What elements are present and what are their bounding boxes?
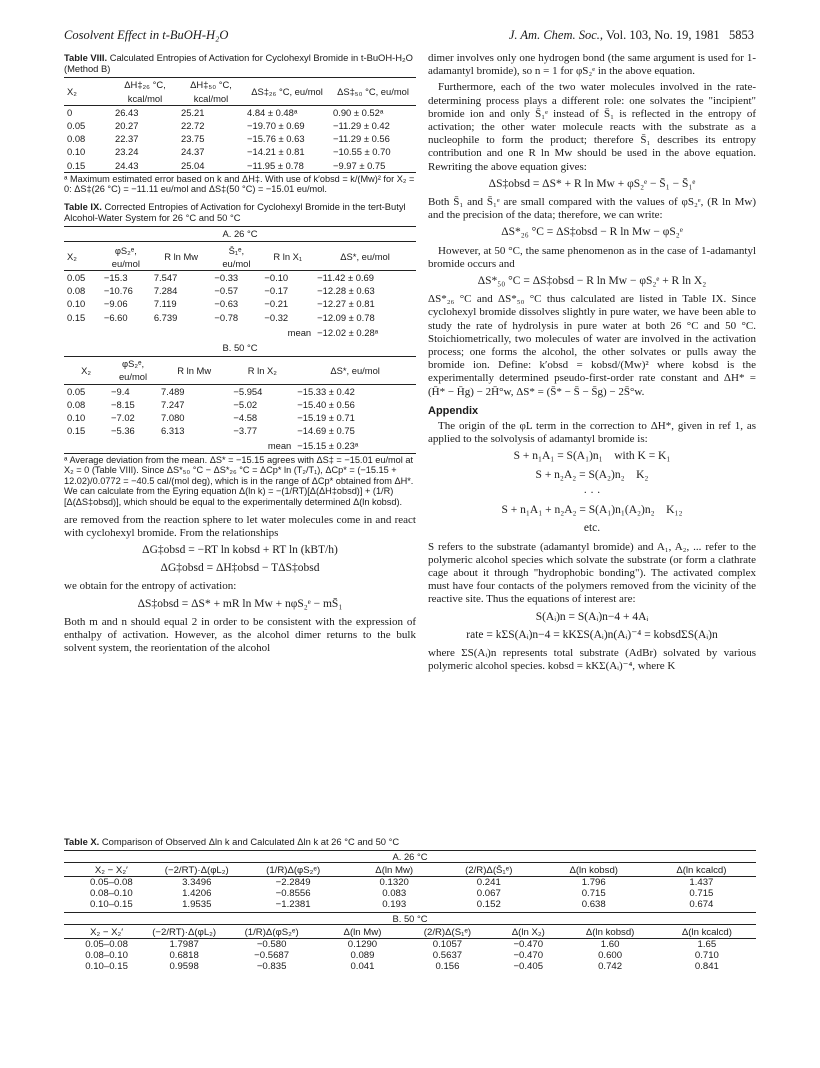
table-header-row xyxy=(64,927,756,939)
table-cell: −9.06 xyxy=(103,298,128,310)
table-cell: −0.17 xyxy=(264,285,289,297)
body-paragraph: Both S̄₁ and S̄₁ᵉ are small compared with the values of φS₂ᵉ, (R ln Mw) and the precision of the data; therefore, we can write: xyxy=(428,196,756,222)
table-cell: 0.600 xyxy=(598,950,623,962)
table-cell: −0.470 xyxy=(513,939,544,951)
table-cell: −12.28 ± 0.63 xyxy=(317,285,375,297)
table-header: Δ(ln kcalcd) xyxy=(681,927,732,939)
table-cell: 0.083 xyxy=(382,888,407,900)
table-header: (2/R)Δ(S₁ᵉ) xyxy=(423,927,472,939)
left-column xyxy=(64,52,416,658)
table-x-a xyxy=(64,865,756,910)
table-mean-row xyxy=(64,437,416,452)
body-paragraph: we obtain for the entropy of activation: xyxy=(64,580,237,593)
table-cell: −0.33 xyxy=(214,272,239,284)
table-cell: −10.76 xyxy=(103,285,133,297)
table-cell: −0.21 xyxy=(264,298,289,310)
equation: ΔG‡obsd = −RT ln kobsd + RT ln (kBT/h) xyxy=(142,544,338,557)
body-paragraph: The origin of the φL term in the correction to ΔH*, given in ref 1, as applied to the solvolysis of adamantyl bromide is: xyxy=(428,420,756,446)
volume-info: Vol. 103, No. 19, 1981 xyxy=(605,28,720,42)
table-cell: −0.8556 xyxy=(275,888,311,900)
right-column xyxy=(428,52,756,676)
table-cell: 0.10–0.15 xyxy=(85,961,128,973)
body-paragraph: Furthermore, each of the two water molecules involved in the rate-determining process plays a different role: one solvates the "incipient" bromide ion and only S̄₁ᵉ instead of S̄₁ is reflected in the entropy of activation; the other water molecule reacts with the substrate as a nucleophile to form the product; therefore S̄₁ describes its entropy contribution and one R ln Mw should be used in the above equation. Rewriting the above equation gives: xyxy=(428,81,756,173)
table-row xyxy=(64,888,756,899)
table-header: (−2/RT)·Δ(φL₂) xyxy=(164,865,229,877)
table-header: φS₂ᵉ, eu/mol xyxy=(111,244,140,269)
table-row xyxy=(64,411,416,424)
table-header: φS₂ᵉ, eu/mol xyxy=(118,358,148,383)
table-cell: −3.77 xyxy=(233,425,258,437)
table-header: Δ(ln Mw) xyxy=(375,865,414,877)
table-cell: 0.715 xyxy=(581,888,606,900)
table-cell: 6.313 xyxy=(161,425,185,437)
table-cell: 0.08 xyxy=(67,398,86,410)
table-cell: 0.6818 xyxy=(169,950,199,962)
table-header: ΔH‡₂₆ °C, kcal/mol xyxy=(124,79,166,104)
table-cell: −0.10 xyxy=(264,272,289,284)
table-cell: 0.05 xyxy=(67,120,86,132)
table-cell: 0.674 xyxy=(689,899,714,911)
table-cell: −15.40 ± 0.56 xyxy=(297,398,355,410)
body-paragraph: are removed from the reaction sphere to let water molecules come in and react with cyclohexyl bromide. From the relationships xyxy=(64,513,416,539)
table-cell: −0.78 xyxy=(214,311,239,323)
table-x-section-a: A. 26 °C xyxy=(64,850,756,863)
table-header: R ln X₁ xyxy=(273,251,303,263)
mean-value: −12.02 ± 0.28ᵃ xyxy=(317,326,379,338)
table-viii-footnote: ᵃ Maximum estimated error based on k and ΔH‡. With use of k′obsd = k/(Mw)² for X₂ = 0: ΔS‡(26 °C) = −11.11 eu/mol and ΔS‡(50 °C) = −15.01 eu/mol. xyxy=(64,173,415,195)
body-paragraph: However, at 50 °C, the same phenomenon as in the case of 1-adamantyl bromide occurs and xyxy=(428,244,756,270)
table-x-label: Table X. xyxy=(64,836,100,847)
body-paragraph: dimer involves only one hydrogen bond (the same argument is used for 1-adamantyl bromide), so n = 1 for φS₂ᵉ in the above equation. xyxy=(428,52,756,78)
table-cell: 1.796 xyxy=(581,877,606,889)
table-header: (1/R)Δ(φS₂ᵉ) xyxy=(266,865,321,877)
equilibrium-constant: K₂ xyxy=(636,468,649,481)
table-cell: 0.10 xyxy=(67,298,86,310)
table-cell: −10.55 ± 0.70 xyxy=(333,146,391,158)
section-heading: Appendix xyxy=(428,404,479,417)
table-row xyxy=(64,271,416,285)
table-cell: 0.1057 xyxy=(432,939,463,951)
table-cell: 0.10–0.15 xyxy=(90,899,133,911)
table-header-row xyxy=(64,865,756,877)
table-cell: −0.470 xyxy=(513,950,544,962)
table-row xyxy=(64,159,416,172)
running-title: Cosolvent Effect in t-BuOH-H₂O xyxy=(64,28,229,42)
table-cell: 26.43 xyxy=(115,106,139,118)
equation: ΔS*₅₀ °C = ΔS‡obsd − R ln Mw − φS₂ᵉ + R ln X₂ xyxy=(477,275,707,288)
table-cell: −0.580 xyxy=(256,939,287,951)
table-cell: −0.835 xyxy=(256,961,287,973)
table-cell: −0.32 xyxy=(264,311,289,323)
table-header-row xyxy=(64,244,416,271)
table-row xyxy=(64,424,416,437)
table-cell: 0.1290 xyxy=(347,939,378,951)
equation: S(Aᵢ)n = S(Aᵢ)n−4 + 4Aᵢ xyxy=(535,610,649,623)
table-cell: −0.405 xyxy=(513,961,544,973)
table-ix-label: Table IX. xyxy=(64,201,102,213)
table-header: Δ(ln X₂) xyxy=(511,927,545,939)
table-cell: −11.29 ± 0.56 xyxy=(333,133,390,145)
table-header: X₂ xyxy=(67,251,77,263)
table-header: X₂ xyxy=(67,86,77,97)
table-cell: −11.42 ± 0.69 xyxy=(317,272,374,284)
table-cell: −15.19 ± 0.71 xyxy=(297,412,355,424)
table-header: Δ(ln Mw) xyxy=(343,927,382,939)
table-cell: −2.2849 xyxy=(275,877,311,889)
journal-name: J. Am. Chem. Soc., xyxy=(508,28,604,42)
table-cell: −11.29 ± 0.42 xyxy=(333,120,390,132)
body-paragraph: where ΣS(Aᵢ)n represents total substrate (AdBr) solvated by various polymeric alcohol species. kobsd = kKΣ(Aᵢ)⁻⁴, where K xyxy=(428,646,756,673)
table-ix-footnote: ᵃ Average deviation from the mean. ΔS* = −15.15 agrees with ΔS‡ = −15.01 eu/mol at X₂ = 0 (Table VIII). Since ΔS*₅₀ °C − ΔS*₂₆ °C = ΔCp* ln (T₂/T₁), ΔCp* = (−15.15 + 12.02)/0.0772 = −40.5 cal/(mol deg), which is in the range of ΔCp* obtained from ΔH*. We can calculate from the Eyring equation Δ(ln k) = −(1/RT)[Δ(ΔH‡obsd)] + (1/R)[Δ(ΔS‡obsd)], which should be equal to the experimentally determined Δ(ln kobsd). xyxy=(64,453,416,508)
table-cell: −15.76 ± 0.63 xyxy=(247,133,305,145)
table-cell: 0.08–0.10 xyxy=(85,950,128,962)
table-cell: −5.36 xyxy=(111,425,135,437)
table-cell: 7.547 xyxy=(153,272,178,284)
table-cell: 0.710 xyxy=(694,950,719,962)
table-row xyxy=(64,877,756,889)
table-cell: 0.9598 xyxy=(169,961,199,973)
table-cell: 25.04 xyxy=(181,159,205,171)
table-cell: −0.57 xyxy=(214,285,239,297)
table-cell: 7.284 xyxy=(153,285,178,297)
table-cell: 1.7987 xyxy=(169,939,199,951)
table-cell: 0.041 xyxy=(350,961,375,973)
table-cell: 0.15 xyxy=(67,311,86,323)
table-header: Δ(ln kcalcd) xyxy=(676,865,727,877)
table-row xyxy=(64,939,756,951)
table-row xyxy=(64,105,416,119)
table-x-section-b: B. 50 °C xyxy=(64,912,756,925)
table-header: R ln Mw xyxy=(164,251,199,263)
table-cell: 0.15 xyxy=(67,425,86,437)
table-cell: −9.97 ± 0.75 xyxy=(333,159,386,171)
table-cell: 0.715 xyxy=(689,888,714,900)
table-cell: 0 xyxy=(67,106,73,118)
table-cell: 0.08 xyxy=(67,285,86,297)
table-cell: 23.75 xyxy=(181,133,205,145)
equation: rate = kΣS(Aᵢ)n−4 = kKΣS(Aᵢ)n(Aᵢ)⁻⁴ = kobsdΣS(Aᵢ)n xyxy=(466,628,718,641)
table-cell: 0.742 xyxy=(598,961,623,973)
ellipsis: · · · xyxy=(583,486,601,499)
table-viii-title: Calculated Entropies of Activation for Cyclohexyl Bromide in t-BuOH-H₂O (Method B) xyxy=(64,52,413,75)
equation: ΔS‡obsd = ΔS* + R ln Mw + φS₂ᵉ − S̄₁ − S̄₁ᵉ xyxy=(488,177,696,190)
table-cell: −12.09 ± 0.78 xyxy=(317,311,375,323)
table-cell: −0.5687 xyxy=(254,950,290,962)
table-row xyxy=(64,398,416,411)
table-header: ΔH‡₅₀ °C, kcal/mol xyxy=(190,79,232,104)
mean-value: −15.15 ± 0.23ᵃ xyxy=(297,440,359,452)
table-row xyxy=(64,132,416,145)
body-paragraph: ΔS*₂₆ °C and ΔS*₅₀ °C thus calculated are listed in Table IX. Since cyclohexyl bromide dissolves slightly in pure water, we have been able to study the rate of hydrolysis in pure water at both 26 °C and 50 °C. Stoichiometrically, two molecules of water are involved in the activation process; one forms the alcohol, the other solvates or pulls away the bromide ion. Define: k′obsd = kobsd/(Mw)² where kobsd is the experimentally determined pseudo-first-order rate constant and ΔH* = (H̄* − H̄g) − 2H̄°w, ΔS* = (S̄* − S̄ − S̄g) − 2S̄°w. xyxy=(428,293,756,398)
equilibrium-constant: with K = K₁ xyxy=(614,450,671,463)
table-header: X₂ − X₂′ xyxy=(94,865,128,877)
table-header-row xyxy=(64,357,416,384)
table-cell: −12.27 ± 0.81 xyxy=(317,298,375,310)
table-header: S̄₁ᵉ, eu/mol xyxy=(222,244,251,269)
table-cell: 1.60 xyxy=(600,939,620,951)
table-header: ΔS*, eu/mol xyxy=(330,364,380,376)
table-cell: 1.9535 xyxy=(182,899,212,911)
table-cell: 22.72 xyxy=(181,120,205,132)
table-header: (1/R)Δ(φS₂ᵉ) xyxy=(244,927,299,939)
table-row xyxy=(64,311,416,324)
table-cell: 7.247 xyxy=(161,398,185,410)
body-paragraph: Both m and n should equal 2 in order to be consistent with the expression of enthalpy of activation. However, as the alcohol dimer returns to the bulk solvent system, the reorientation of the alcohol xyxy=(64,615,416,655)
table-cell: −14.69 ± 0.75 xyxy=(297,425,355,437)
table-cell: 0.05–0.08 xyxy=(90,877,133,889)
table-row xyxy=(64,384,416,398)
table-row xyxy=(64,119,416,132)
table-cell: 0.841 xyxy=(694,961,719,973)
table-cell: 0.15 xyxy=(67,159,86,171)
table-row xyxy=(64,950,756,961)
table-cell: −6.60 xyxy=(103,311,128,323)
table-row xyxy=(64,297,416,310)
table-ix-section-a: A. 26 °C xyxy=(64,226,416,241)
table-header: R ln X₂ xyxy=(247,364,277,376)
table-ix-title: Corrected Entropies of Activation for Cyclohexyl Bromide in the tert-Butyl Alcohol-Water System for 26 °C and 50 °C xyxy=(64,201,406,224)
table-mean-row xyxy=(64,324,416,339)
table-cell: 0.10 xyxy=(67,412,86,424)
mean-label: mean xyxy=(287,326,312,338)
table-header: Δ(ln kobsd) xyxy=(569,865,618,877)
table-cell: 23.24 xyxy=(115,146,139,158)
table-cell: −4.58 xyxy=(233,412,258,424)
table-cell: 22.37 xyxy=(115,133,139,145)
table-header: R ln Mw xyxy=(177,364,212,376)
table-cell: 0.152 xyxy=(476,899,501,911)
table-cell: −5.954 xyxy=(233,385,263,397)
table-viii-label: Table VIII. xyxy=(64,52,108,63)
table-cell: 0.241 xyxy=(476,877,501,889)
table-cell: 6.739 xyxy=(153,311,178,323)
table-cell: 0.067 xyxy=(476,888,501,900)
journal-citation xyxy=(509,28,754,43)
table-header: X₂ − X₂′ xyxy=(90,927,124,939)
table-header: Δ(ln kobsd) xyxy=(585,927,635,939)
table-cell: 1.437 xyxy=(689,877,714,889)
etc-text: etc. xyxy=(583,522,601,535)
table-cell: 4.84 ± 0.48ᵃ xyxy=(247,106,298,118)
table-x-block xyxy=(64,836,756,972)
table-cell: 0.10 xyxy=(67,146,86,158)
table-x-b xyxy=(64,927,756,972)
table-cell: 0.08 xyxy=(67,133,86,145)
table-viii-caption xyxy=(64,52,416,74)
table-header: (−2/RT)·Δ(φL₂) xyxy=(152,927,217,939)
table-cell: 0.05 xyxy=(67,272,86,284)
table-x-title: Comparison of Observed Δln k and Calculated Δln k at 26 °C and 50 °C xyxy=(101,836,400,847)
table-header-row xyxy=(64,78,416,105)
table-header: ΔS*, eu/mol xyxy=(340,251,390,263)
equation: S + n₁A₁ + n₂A₂ = S(A₁)n₁(A₂)n₂ xyxy=(501,504,655,517)
table-cell: 0.5637 xyxy=(432,950,463,962)
table-cell: 1.65 xyxy=(697,939,717,951)
mean-label: mean xyxy=(267,440,292,452)
table-cell: −5.02 xyxy=(233,398,258,410)
equation: ΔS‡obsd = ΔS* + mR ln Mw + nφS₂ᵉ − mS̄₁ xyxy=(137,597,343,610)
table-cell: 1.4206 xyxy=(182,888,212,900)
equilibrium-2 xyxy=(428,469,756,482)
table-cell: 0.1320 xyxy=(379,877,409,889)
table-cell: 20.27 xyxy=(115,120,139,132)
table-cell: 0.08–0.10 xyxy=(90,888,133,900)
equilibrium-1 xyxy=(428,450,756,463)
table-cell: 7.119 xyxy=(153,298,177,310)
table-cell: 0.05 xyxy=(67,385,86,397)
table-row xyxy=(64,145,416,158)
table-ix-caption xyxy=(64,201,416,223)
table-cell: 25.21 xyxy=(181,106,205,118)
table-ix-a xyxy=(64,244,416,339)
table-row xyxy=(64,899,756,910)
table-ix-b xyxy=(64,356,416,452)
equation: S + n₁A₁ = S(A₁)n₁ xyxy=(513,450,603,463)
table-row xyxy=(64,284,416,297)
table-cell: 24.37 xyxy=(181,146,205,158)
table-x-caption xyxy=(64,836,756,847)
body-paragraph: S refers to the substrate (adamantyl bromide) and A₁, A₂, ... refer to the polymeric alcohol species which solvate the substrate (or form a clathrate cage about it through "hydrophobic bonding"). The activated complex must have four contacts of the polymers removed from the vicinity of the reactive site. Thus the equations of interest are: xyxy=(428,540,756,606)
table-row xyxy=(64,961,756,972)
table-cell: −7.02 xyxy=(111,412,135,424)
table-cell: −1.2381 xyxy=(275,899,311,911)
equation: S + n₂A₂ = S(A₂)n₂ xyxy=(535,468,625,481)
table-cell: −19.70 ± 0.69 xyxy=(247,120,305,132)
table-cell: 0.638 xyxy=(581,899,606,911)
table-cell: 0.193 xyxy=(382,899,407,911)
table-cell: 0.90 ± 0.52ᵃ xyxy=(333,106,384,118)
table-header: ΔS‡₅₀ °C, eu/mol xyxy=(337,86,409,97)
table-cell: 7.489 xyxy=(161,385,185,397)
table-cell: 0.05–0.08 xyxy=(85,939,128,951)
table-cell: −15.33 ± 0.42 xyxy=(297,385,355,397)
equation: ΔG‡obsd = ΔH‡obsd − TΔS‡obsd xyxy=(160,562,320,575)
table-header: ΔS‡₂₆ °C, eu/mol xyxy=(251,86,323,97)
table-cell: −0.63 xyxy=(214,298,239,310)
table-cell: 0.089 xyxy=(350,950,375,962)
table-cell: 3.3496 xyxy=(182,877,212,889)
table-cell: 0.156 xyxy=(435,961,460,973)
equilibrium-constant: K₁₂ xyxy=(666,504,683,517)
table-cell: −14.21 ± 0.81 xyxy=(247,146,305,158)
table-cell: 7.080 xyxy=(161,412,185,424)
table-ix-section-b: B. 50 °C xyxy=(222,342,258,354)
table-header: X₂ xyxy=(81,364,91,376)
table-cell: −9.4 xyxy=(111,385,130,397)
table-cell: −11.95 ± 0.78 xyxy=(247,159,304,171)
page-number: 5853 xyxy=(729,28,754,42)
table-cell: −8.15 xyxy=(111,398,135,410)
table-viii xyxy=(64,77,416,171)
equilibrium-3 xyxy=(428,504,756,517)
table-header: (2/R)Δ(S̄₁ᵉ) xyxy=(465,865,513,877)
equation: ΔS*₂₆ °C = ΔS‡obsd − R ln Mw − φS₂ᵉ xyxy=(501,226,683,239)
table-cell: 24.43 xyxy=(115,159,139,171)
table-cell: −15.3 xyxy=(103,272,128,284)
